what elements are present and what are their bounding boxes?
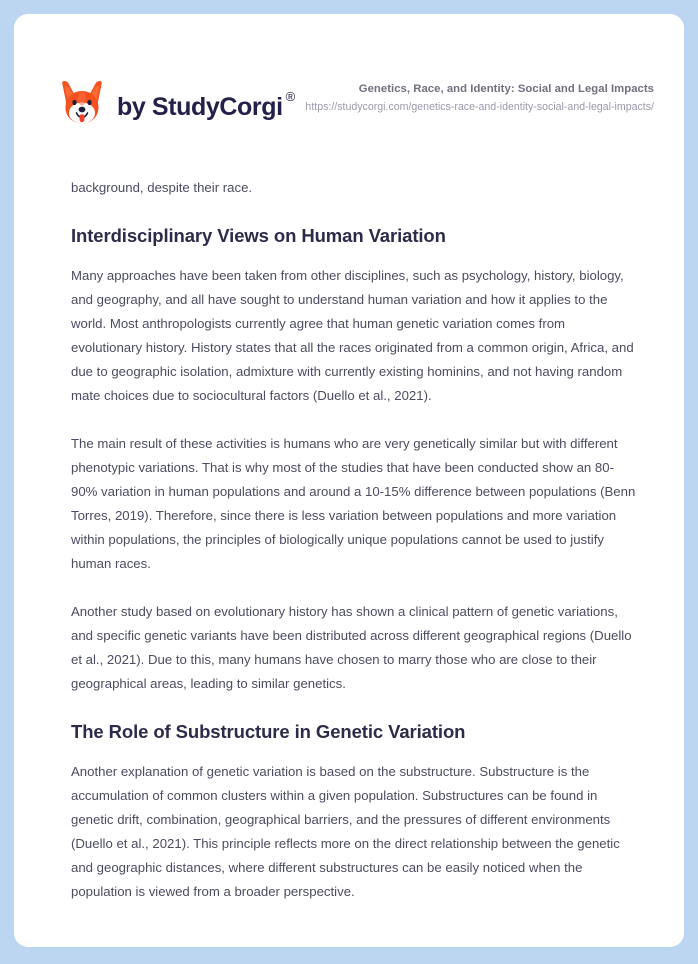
document-title: Genetics, Race, and Identity: Social and Legal Impacts [358,83,654,95]
paragraph: Another explanation of genetic variation is based on the substructure. Substructure is the accumulation of common clusters within a given population. Substructures can be found in genetic drift, combination, geographical barriers, and the pressures of different environments (Duello et al., 2021). This principle reflects more on the direct relationship between the genetic and geographic distances, where different substructures can be easily noticed when the population is viewed from a broader perspective. [71,764,620,900]
registered-trademark-icon: ® [285,88,296,104]
paragraph: The main result of these activities is humans who are very genetically similar but with different phenotypic variations. That is why most of the studies that have been conducted show an 80-90% variation in human populations and around a 10-15% difference between populations (Benn Torres, 2019). Therefore, since there is less variation between populations and more variation within populations, the principles of biologically unique populations cannot be used to justify human races. [71,436,636,572]
brand-name-text: by StudyCorgi [117,92,283,121]
brand-wordmark [117,88,296,121]
document-source-url[interactable]: https://studycorgi.com/genetics-race-and-identity-social-and-legal-impacts/ [305,101,654,114]
document-page-card [14,14,684,947]
continued-paragraph: background, despite their race. [71,180,253,195]
corgi-face-icon [58,78,106,128]
paragraph: Another study based on evolutionary history has shown a clinical pattern of genetic variations, and specific genetic variants have been distributed across different geographical regions (Duello et al., 2021). Due to this, many humans have chosen to marry those who are close to their geographical areas, leading to similar genetics. [71,604,632,692]
document-body [14,176,684,904]
paragraph: Many approaches have been taken from other disciplines, such as psychology, history, biology, and geography, and all have sought to understand human variation and how it applies to the world. Most anthropologists currently agree that human genetic variation comes from evolutionary history. History states that all the races originated from a common origin, Africa, and due to geographic isolation, admixture with currently existing hominins, and not having random mate choices due to sociocultural factors (Duello et al., 2021). [71,268,634,404]
brand-logo[interactable] [58,78,295,128]
document-header [14,14,684,128]
header-metadata [305,72,654,116]
section-heading-interdisciplinary-views: Interdisciplinary Views on Human Variation [71,225,446,246]
section-heading-role-of-substructure: The Role of Substructure in Genetic Variation [71,721,466,743]
